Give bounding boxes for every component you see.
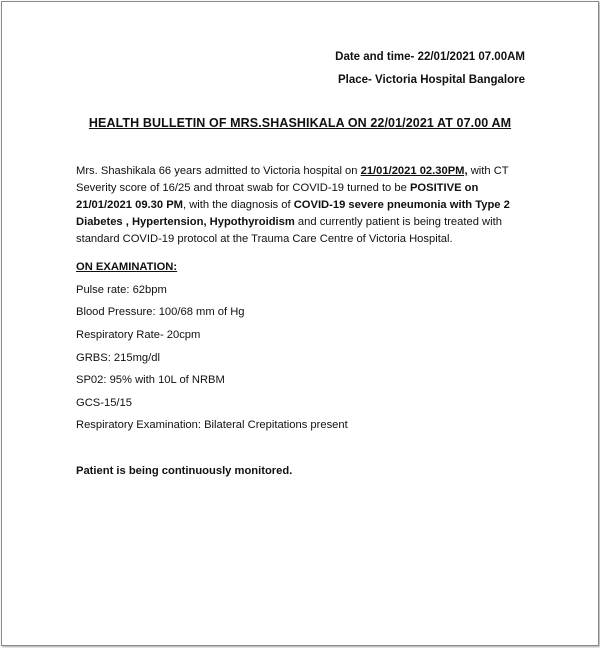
exam-item-pulse: Pulse rate: 62bpm <box>76 284 167 296</box>
summary-text-2: with CT Severity score of 16/25 and throat swab for COVID-19 turned to be <box>76 165 509 194</box>
date-time-line: Date and time- 22/01/2021 07.00AM <box>335 51 525 63</box>
examination-heading: ON EXAMINATION: <box>76 261 178 273</box>
diagnosis-text: COVID-19 severe pneumonia with Type 2 Diabetes , Hypertension, Hypothyroidism <box>76 199 510 228</box>
positive-result: POSITIVE on 21/01/2021 09.30 PM <box>76 182 479 211</box>
exam-item-grbs: GRBS: 215mg/dl <box>76 352 160 364</box>
summary-text-3: , with the diagnosis of <box>183 199 294 211</box>
summary-text-4: and currently patient is being treated with standard COVID-19 protocol at the Trauma Care Centre of Victoria Hospital. <box>76 216 502 245</box>
monitoring-note: Patient is being continuously monitored. <box>76 465 293 477</box>
place-line: Place- Victoria Hospital Bangalore <box>337 74 525 86</box>
exam-item-respiratory-exam: Respiratory Examination: Bilateral Crepitations present <box>76 419 348 431</box>
bulletin-page <box>1 1 599 646</box>
exam-item-gcs: GCS-15/15 <box>76 397 132 409</box>
bulletin-title: HEALTH BULLETIN OF MRS.SHASHIKALA ON 22/01/2021 AT 07.00 AM <box>88 116 512 130</box>
exam-item-respiratory-rate: Respiratory Rate- 20cpm <box>76 329 201 341</box>
summary-paragraph <box>76 163 528 248</box>
admit-datetime: 21/01/2021 02.30PM, <box>360 165 468 177</box>
summary-text-1: Mrs. Shashikala 66 years admitted to Victoria hospital on <box>76 165 361 177</box>
header-block <box>335 46 525 92</box>
exam-item-spo2: SP02: 95% with 10L of NRBM <box>76 374 225 386</box>
exam-item-blood-pressure: Blood Pressure: 100/68 mm of Hg <box>76 306 245 318</box>
